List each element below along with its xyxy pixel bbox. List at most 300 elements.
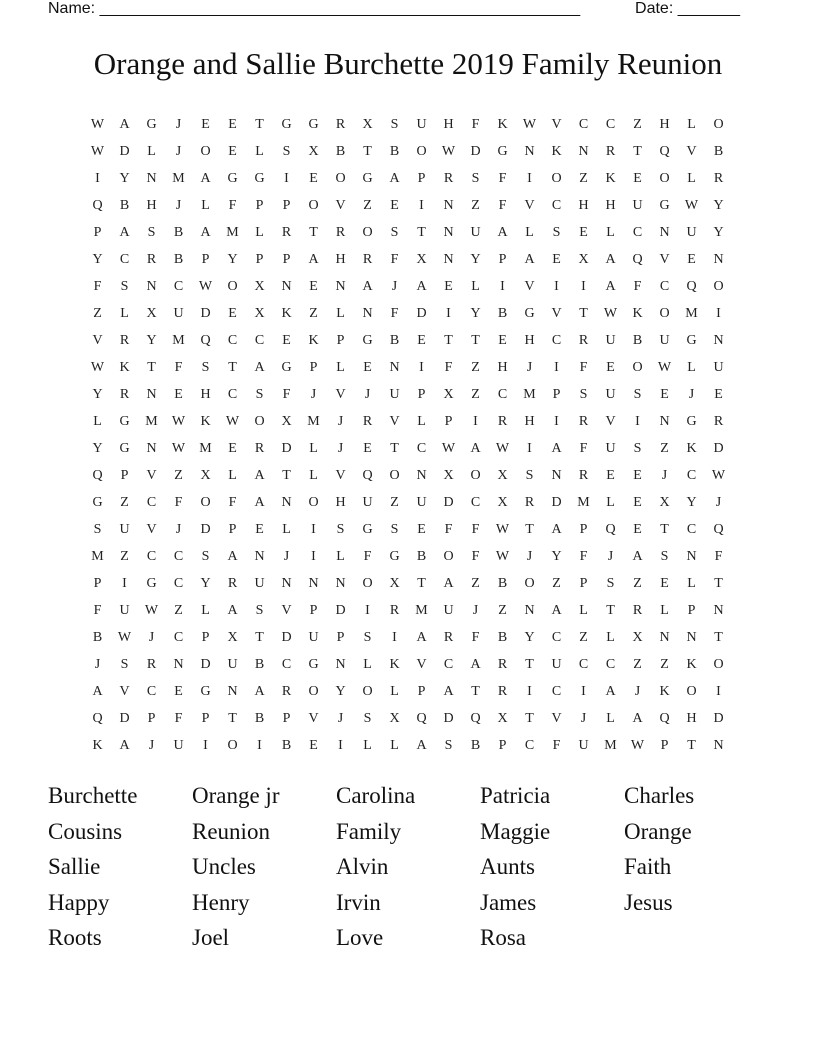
grid-letter[interactable]: L	[120, 306, 129, 321]
grid-letter[interactable]: S	[390, 225, 399, 240]
grid-letter[interactable]: O	[659, 171, 670, 186]
grid-letter[interactable]: K	[659, 684, 670, 699]
grid-letter[interactable]: T	[579, 306, 588, 321]
grid-letter[interactable]: X	[362, 117, 373, 132]
grid-letter[interactable]: E	[660, 576, 669, 591]
grid-letter[interactable]: R	[362, 252, 373, 267]
grid-letter[interactable]: S	[120, 279, 129, 294]
grid-letter[interactable]: R	[389, 603, 400, 618]
grid-letter[interactable]: R	[578, 468, 589, 483]
grid-letter[interactable]: V	[416, 657, 427, 672]
grid-letter[interactable]: N	[146, 387, 157, 402]
grid-letter[interactable]: X	[146, 306, 157, 321]
grid-letter[interactable]: Z	[120, 549, 129, 564]
grid-letter[interactable]: A	[200, 171, 211, 186]
grid-letter[interactable]: E	[363, 441, 372, 456]
grid-letter[interactable]: U	[254, 576, 265, 591]
grid-letter[interactable]: D	[200, 306, 211, 321]
grid-letter[interactable]: R	[605, 144, 616, 159]
grid-letter[interactable]: T	[525, 522, 534, 537]
grid-letter[interactable]: D	[470, 144, 481, 159]
grid-letter[interactable]: C	[443, 657, 454, 672]
grid-letter[interactable]: N	[335, 576, 346, 591]
grid-letter[interactable]: D	[551, 495, 562, 510]
grid-letter[interactable]: G	[146, 117, 157, 132]
grid-letter[interactable]: C	[524, 738, 535, 753]
grid-letter[interactable]: S	[525, 468, 534, 483]
grid-letter[interactable]: W	[522, 117, 537, 132]
grid-letter[interactable]: Z	[120, 495, 129, 510]
grid-letter[interactable]: G	[119, 414, 130, 429]
grid-letter[interactable]: L	[525, 225, 534, 240]
grid-letter[interactable]: V	[605, 414, 616, 429]
grid-letter[interactable]: U	[119, 522, 130, 537]
grid-letter[interactable]: L	[228, 468, 237, 483]
grid-letter[interactable]: C	[551, 333, 562, 348]
grid-letter[interactable]: O	[200, 495, 211, 510]
grid-letter[interactable]: C	[173, 630, 184, 645]
grid-letter[interactable]: C	[551, 198, 562, 213]
grid-letter[interactable]: C	[632, 225, 643, 240]
grid-letter[interactable]: A	[605, 684, 616, 699]
grid-letter[interactable]: G	[308, 657, 319, 672]
grid-letter[interactable]: Y	[713, 225, 724, 240]
grid-letter[interactable]: O	[416, 144, 427, 159]
grid-letter[interactable]: P	[498, 738, 507, 753]
grid-letter[interactable]: A	[443, 576, 454, 591]
grid-letter[interactable]: P	[579, 576, 588, 591]
grid-letter[interactable]: E	[363, 360, 372, 375]
grid-letter[interactable]: A	[443, 684, 454, 699]
grid-letter[interactable]: B	[119, 198, 130, 213]
grid-letter[interactable]: R	[119, 333, 130, 348]
grid-letter[interactable]: X	[254, 279, 265, 294]
grid-letter[interactable]: B	[497, 630, 508, 645]
grid-letter[interactable]: J	[175, 522, 182, 537]
grid-letter[interactable]: T	[390, 441, 399, 456]
grid-letter[interactable]: C	[659, 279, 670, 294]
grid-letter[interactable]: A	[416, 738, 427, 753]
grid-letter[interactable]: O	[632, 360, 643, 375]
grid-letter[interactable]: L	[579, 603, 588, 618]
grid-letter[interactable]: J	[364, 387, 371, 402]
grid-letter[interactable]: X	[578, 252, 589, 267]
grid-letter[interactable]: O	[362, 225, 373, 240]
grid-letter[interactable]: D	[200, 657, 211, 672]
grid-letter[interactable]: C	[254, 333, 265, 348]
grid-letter[interactable]: N	[146, 279, 157, 294]
grid-letter[interactable]: S	[255, 603, 264, 618]
grid-letter[interactable]: O	[713, 657, 724, 672]
grid-letter[interactable]: Q	[659, 144, 670, 159]
grid-letter[interactable]: I	[122, 576, 127, 591]
grid-letter[interactable]: X	[632, 630, 643, 645]
grid-letter[interactable]: O	[686, 684, 697, 699]
grid-letter[interactable]: V	[335, 468, 346, 483]
grid-letter[interactable]: J	[580, 711, 587, 726]
grid-letter[interactable]: L	[471, 279, 480, 294]
grid-letter[interactable]: I	[419, 198, 424, 213]
grid-letter[interactable]: A	[362, 279, 373, 294]
grid-letter[interactable]: D	[335, 603, 346, 618]
grid-letter[interactable]: C	[470, 495, 481, 510]
grid-letter[interactable]: X	[200, 468, 211, 483]
grid-letter[interactable]: F	[471, 522, 480, 537]
grid-letter[interactable]: E	[714, 387, 723, 402]
grid-letter[interactable]: B	[389, 144, 400, 159]
grid-letter[interactable]: Z	[390, 495, 399, 510]
grid-letter[interactable]: Q	[470, 711, 481, 726]
grid-letter[interactable]: I	[338, 738, 343, 753]
grid-letter[interactable]: T	[471, 333, 480, 348]
grid-letter[interactable]: I	[716, 684, 721, 699]
grid-letter[interactable]: T	[606, 603, 615, 618]
grid-letter[interactable]: P	[282, 711, 291, 726]
grid-letter[interactable]: L	[336, 549, 345, 564]
grid-letter[interactable]: C	[227, 333, 238, 348]
grid-letter[interactable]: N	[686, 549, 697, 564]
grid-letter[interactable]: R	[335, 225, 346, 240]
grid-letter[interactable]: I	[257, 738, 262, 753]
grid-letter[interactable]: O	[470, 468, 481, 483]
grid-letter[interactable]: N	[713, 603, 724, 618]
grid-letter[interactable]: E	[228, 306, 237, 321]
grid-letter[interactable]: A	[551, 603, 562, 618]
grid-letter[interactable]: P	[579, 522, 588, 537]
grid-letter[interactable]: O	[443, 549, 454, 564]
grid-letter[interactable]: N	[524, 603, 535, 618]
grid-letter[interactable]: Q	[362, 468, 373, 483]
grid-letter[interactable]: F	[93, 603, 102, 618]
grid-letter[interactable]: F	[444, 522, 453, 537]
grid-letter[interactable]: J	[661, 468, 668, 483]
grid-letter[interactable]: A	[470, 657, 481, 672]
grid-letter[interactable]: E	[606, 468, 615, 483]
grid-letter[interactable]: A	[470, 441, 481, 456]
grid-letter[interactable]: P	[309, 603, 318, 618]
grid-letter[interactable]: G	[281, 117, 292, 132]
grid-letter[interactable]: V	[146, 468, 157, 483]
grid-letter[interactable]: G	[362, 171, 373, 186]
grid-letter[interactable]: E	[633, 468, 642, 483]
grid-letter[interactable]: Q	[605, 522, 616, 537]
grid-letter[interactable]: I	[554, 414, 559, 429]
grid-letter[interactable]: O	[200, 144, 211, 159]
grid-letter[interactable]: F	[174, 495, 183, 510]
grid-letter[interactable]: Z	[660, 441, 669, 456]
grid-letter[interactable]: T	[714, 630, 723, 645]
grid-letter[interactable]: N	[281, 576, 292, 591]
grid-letter[interactable]: N	[281, 279, 292, 294]
grid-letter[interactable]: F	[93, 279, 102, 294]
grid-letter[interactable]: H	[578, 198, 589, 213]
grid-letter[interactable]: X	[308, 144, 319, 159]
grid-letter[interactable]: I	[554, 279, 559, 294]
grid-letter[interactable]: K	[200, 414, 211, 429]
grid-letter[interactable]: D	[200, 522, 211, 537]
grid-letter[interactable]: H	[524, 414, 535, 429]
grid-letter[interactable]: B	[470, 738, 481, 753]
grid-letter[interactable]: C	[605, 117, 616, 132]
grid-letter[interactable]: G	[389, 549, 400, 564]
grid-letter[interactable]: E	[552, 252, 561, 267]
grid-letter[interactable]: A	[254, 468, 265, 483]
grid-letter[interactable]: R	[713, 414, 724, 429]
grid-letter[interactable]: T	[309, 225, 318, 240]
grid-letter[interactable]: C	[605, 657, 616, 672]
grid-letter[interactable]: U	[605, 333, 616, 348]
grid-letter[interactable]: Z	[471, 198, 480, 213]
grid-letter[interactable]: C	[497, 387, 508, 402]
grid-letter[interactable]: E	[390, 198, 399, 213]
grid-letter[interactable]: W	[117, 630, 132, 645]
grid-letter[interactable]: I	[581, 279, 586, 294]
grid-letter[interactable]: B	[335, 144, 346, 159]
grid-letter[interactable]: R	[578, 414, 589, 429]
grid-letter[interactable]: Z	[660, 657, 669, 672]
grid-letter[interactable]: A	[497, 225, 508, 240]
grid-letter[interactable]: O	[524, 576, 535, 591]
grid-letter[interactable]: U	[389, 387, 400, 402]
grid-letter[interactable]: E	[633, 171, 642, 186]
grid-letter[interactable]: H	[659, 117, 670, 132]
grid-letter[interactable]: L	[336, 306, 345, 321]
grid-letter[interactable]: N	[551, 468, 562, 483]
grid-letter[interactable]: A	[308, 252, 319, 267]
grid-letter[interactable]: C	[146, 684, 157, 699]
grid-letter[interactable]: V	[335, 387, 346, 402]
grid-letter[interactable]: S	[579, 387, 588, 402]
grid-letter[interactable]: W	[630, 738, 645, 753]
grid-letter[interactable]: N	[308, 576, 319, 591]
grid-letter[interactable]: I	[311, 522, 316, 537]
grid-letter[interactable]: A	[119, 225, 130, 240]
grid-letter[interactable]: O	[308, 684, 319, 699]
grid-letter[interactable]: O	[227, 738, 238, 753]
grid-letter[interactable]: E	[201, 117, 210, 132]
grid-letter[interactable]: I	[284, 171, 289, 186]
grid-letter[interactable]: T	[525, 657, 534, 672]
grid-letter[interactable]: R	[146, 657, 157, 672]
grid-letter[interactable]: J	[634, 684, 641, 699]
grid-letter[interactable]: U	[551, 657, 562, 672]
grid-letter[interactable]: N	[659, 630, 670, 645]
grid-letter[interactable]: W	[684, 198, 699, 213]
grid-letter[interactable]: U	[227, 657, 238, 672]
grid-letter[interactable]: X	[389, 711, 400, 726]
grid-letter[interactable]: I	[527, 684, 532, 699]
grid-letter[interactable]: T	[687, 738, 696, 753]
grid-letter[interactable]: N	[443, 225, 454, 240]
grid-letter[interactable]: A	[632, 549, 643, 564]
grid-letter[interactable]: P	[687, 603, 696, 618]
grid-letter[interactable]: C	[146, 495, 157, 510]
grid-letter[interactable]: F	[390, 306, 399, 321]
grid-letter[interactable]: N	[146, 441, 157, 456]
grid-letter[interactable]: J	[337, 711, 344, 726]
grid-letter[interactable]: P	[228, 522, 237, 537]
grid-letter[interactable]: L	[606, 225, 615, 240]
grid-letter[interactable]: U	[173, 306, 184, 321]
grid-letter[interactable]: A	[524, 252, 535, 267]
grid-letter[interactable]: I	[419, 360, 424, 375]
grid-letter[interactable]: P	[120, 468, 129, 483]
grid-letter[interactable]: C	[173, 549, 184, 564]
grid-letter[interactable]: A	[254, 360, 265, 375]
grid-letter[interactable]: V	[335, 198, 346, 213]
grid-letter[interactable]: U	[443, 603, 454, 618]
grid-letter[interactable]: D	[443, 711, 454, 726]
grid-letter[interactable]: H	[200, 387, 211, 402]
grid-letter[interactable]: D	[713, 711, 724, 726]
grid-letter[interactable]: J	[283, 549, 290, 564]
grid-letter[interactable]: B	[416, 549, 427, 564]
grid-letter[interactable]: E	[255, 522, 264, 537]
grid-letter[interactable]: Q	[92, 198, 103, 213]
grid-letter[interactable]: L	[606, 630, 615, 645]
grid-letter[interactable]: X	[497, 711, 508, 726]
grid-letter[interactable]: L	[309, 441, 318, 456]
grid-letter[interactable]: Y	[713, 198, 724, 213]
grid-letter[interactable]: W	[495, 441, 510, 456]
grid-letter[interactable]: S	[552, 225, 561, 240]
grid-letter[interactable]: U	[362, 495, 373, 510]
grid-letter[interactable]: R	[281, 684, 292, 699]
grid-letter[interactable]: S	[444, 738, 453, 753]
grid-letter[interactable]: L	[687, 360, 696, 375]
grid-letter[interactable]: O	[659, 306, 670, 321]
grid-letter[interactable]: U	[578, 738, 589, 753]
grid-letter[interactable]: F	[714, 549, 723, 564]
grid-letter[interactable]: G	[146, 576, 157, 591]
grid-letter[interactable]: G	[686, 414, 697, 429]
grid-letter[interactable]: L	[390, 738, 399, 753]
grid-letter[interactable]: S	[147, 225, 156, 240]
grid-letter[interactable]: G	[308, 117, 319, 132]
grid-letter[interactable]: Q	[92, 468, 103, 483]
grid-letter[interactable]: T	[147, 360, 156, 375]
grid-letter[interactable]: R	[443, 630, 454, 645]
grid-letter[interactable]: L	[687, 117, 696, 132]
grid-letter[interactable]: N	[281, 495, 292, 510]
grid-letter[interactable]: Q	[659, 711, 670, 726]
grid-letter[interactable]: V	[686, 144, 697, 159]
grid-letter[interactable]: K	[389, 657, 400, 672]
grid-letter[interactable]: O	[551, 171, 562, 186]
grid-letter[interactable]: O	[335, 171, 346, 186]
grid-letter[interactable]: R	[227, 576, 238, 591]
grid-letter[interactable]: J	[175, 117, 182, 132]
grid-letter[interactable]: T	[525, 711, 534, 726]
grid-letter[interactable]: R	[362, 414, 373, 429]
grid-letter[interactable]: S	[363, 711, 372, 726]
grid-letter[interactable]: I	[527, 441, 532, 456]
grid-letter[interactable]: G	[254, 171, 265, 186]
grid-letter[interactable]: C	[578, 657, 589, 672]
grid-letter[interactable]: U	[686, 225, 697, 240]
grid-letter[interactable]: K	[632, 306, 643, 321]
grid-letter[interactable]: S	[93, 522, 102, 537]
grid-letter[interactable]: N	[416, 468, 427, 483]
grid-letter[interactable]: Q	[713, 522, 724, 537]
grid-letter[interactable]: Y	[551, 549, 562, 564]
grid-letter[interactable]: L	[309, 468, 318, 483]
grid-letter[interactable]: C	[551, 684, 562, 699]
grid-letter[interactable]: H	[524, 333, 535, 348]
grid-letter[interactable]: O	[362, 684, 373, 699]
grid-letter[interactable]: U	[119, 603, 130, 618]
grid-letter[interactable]: I	[365, 603, 370, 618]
grid-letter[interactable]: T	[633, 144, 642, 159]
grid-letter[interactable]: M	[91, 549, 104, 564]
grid-letter[interactable]: Q	[632, 252, 643, 267]
grid-letter[interactable]: Z	[93, 306, 102, 321]
grid-letter[interactable]: N	[578, 144, 589, 159]
grid-letter[interactable]: V	[551, 117, 562, 132]
grid-letter[interactable]: J	[175, 144, 182, 159]
grid-letter[interactable]: H	[497, 360, 508, 375]
grid-letter[interactable]: E	[282, 333, 291, 348]
grid-letter[interactable]: S	[471, 171, 480, 186]
grid-letter[interactable]: F	[228, 495, 237, 510]
grid-letter[interactable]: O	[308, 198, 319, 213]
grid-letter[interactable]: E	[228, 441, 237, 456]
grid-letter[interactable]: L	[201, 603, 210, 618]
grid-letter[interactable]: S	[633, 441, 642, 456]
grid-letter[interactable]: T	[255, 630, 264, 645]
grid-letter[interactable]: S	[390, 117, 399, 132]
grid-letter[interactable]: H	[605, 198, 616, 213]
grid-letter[interactable]: P	[282, 252, 291, 267]
grid-letter[interactable]: K	[686, 657, 697, 672]
grid-letter[interactable]: G	[281, 360, 292, 375]
grid-letter[interactable]: X	[281, 414, 292, 429]
grid-letter[interactable]: P	[417, 684, 426, 699]
grid-letter[interactable]: C	[416, 441, 427, 456]
grid-letter[interactable]: Y	[92, 387, 103, 402]
grid-letter[interactable]: L	[147, 144, 156, 159]
grid-letter[interactable]: Q	[686, 279, 697, 294]
grid-letter[interactable]: M	[199, 441, 212, 456]
grid-letter[interactable]: N	[146, 171, 157, 186]
grid-letter[interactable]: Z	[579, 171, 588, 186]
grid-letter[interactable]: N	[173, 657, 184, 672]
grid-letter[interactable]: Y	[146, 333, 157, 348]
grid-letter[interactable]: M	[523, 387, 536, 402]
grid-letter[interactable]: B	[173, 225, 184, 240]
grid-letter[interactable]: G	[659, 198, 670, 213]
grid-letter[interactable]: K	[281, 306, 292, 321]
grid-letter[interactable]: T	[282, 468, 291, 483]
grid-letter[interactable]: X	[443, 468, 454, 483]
grid-letter[interactable]: L	[606, 711, 615, 726]
grid-letter[interactable]: F	[471, 117, 480, 132]
grid-letter[interactable]: W	[441, 441, 456, 456]
grid-letter[interactable]: Z	[498, 603, 507, 618]
grid-letter[interactable]: U	[632, 198, 643, 213]
grid-letter[interactable]: B	[497, 576, 508, 591]
grid-letter[interactable]: W	[198, 279, 213, 294]
grid-letter[interactable]: E	[687, 252, 696, 267]
grid-letter[interactable]: F	[579, 441, 588, 456]
grid-letter[interactable]: Z	[363, 198, 372, 213]
grid-letter[interactable]: A	[389, 171, 400, 186]
grid-letter[interactable]: T	[714, 576, 723, 591]
grid-letter[interactable]: X	[227, 630, 238, 645]
grid-letter[interactable]: W	[90, 360, 105, 375]
grid-letter[interactable]: Z	[552, 576, 561, 591]
grid-letter[interactable]: U	[416, 495, 427, 510]
